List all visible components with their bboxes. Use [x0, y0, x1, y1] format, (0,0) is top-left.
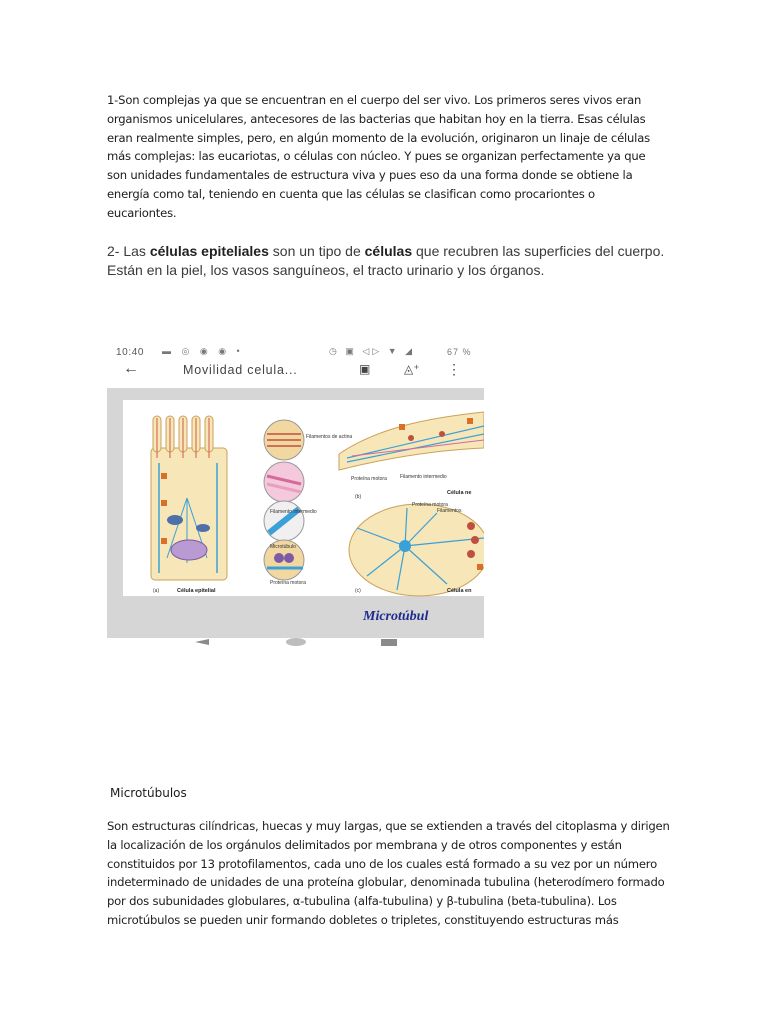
- paragraph-3: Son estructuras cilíndricas, huecas y muy largas, que se extienden a través del citoplasma y dirigen la localización de los orgánulos delimitados por membrana y de otros componentes y están constituidos por 13 protofilamentos, cada uno de los cuales está formado a su vez por un número indeterminado de unidades de una proteína globular, denominada tubulina (heterodímero formado por dos subunidades globulares, α-tubulina (alfa-tubulina) y β-tubulina (beta-tubulina). Los microtúbulos se pueden unir formando dobletes o tripletes, constituyendo estructuras más: [107, 819, 670, 927]
- label-panel-a: (a): [153, 588, 160, 594]
- label-filaments-c: Filamentos: [437, 508, 462, 514]
- paragraph-2-suffix: que recubren las superficies del cuerpo. Están en la piel, los vasos sanguíneos, el tracto urinario y los órganos.: [107, 243, 665, 278]
- cytoskeleton-illustration: [107, 388, 484, 638]
- notification-icons: ▬ ◎ ◉ ◉ •: [162, 346, 244, 356]
- drive-icon[interactable]: ◬⁺: [404, 362, 420, 376]
- cytoskeleton-figure: [107, 388, 484, 638]
- label-intermediate-filament: Filamento intermedio: [270, 509, 317, 515]
- label-motor-protein: Proteína motora: [270, 580, 306, 586]
- image-icon[interactable]: ▣: [359, 362, 371, 376]
- label-actin-filaments: Filamentos de actina: [306, 434, 353, 440]
- label-intermediate-filament-b: Filamento intermedio: [400, 474, 447, 480]
- back-arrow-icon[interactable]: ←: [123, 360, 139, 377]
- app-title: Movilidad celula...: [183, 363, 298, 377]
- nav-recents-icon[interactable]: [381, 639, 397, 646]
- phone-status-bar: [107, 342, 484, 360]
- paragraph-2-prefix: 2- Las: [107, 243, 150, 259]
- label-motor-protein-c: Proteína motora: [412, 502, 448, 508]
- paragraph-2-bold-term: células epiteliales: [149, 243, 269, 259]
- paragraph-2-bold-term-2: células: [364, 243, 413, 259]
- paragraph-2: [107, 242, 677, 280]
- more-options-icon[interactable]: ⋮: [447, 361, 461, 377]
- status-time: 10:40: [116, 347, 145, 358]
- label-motor-protein-b: Proteína motora: [351, 476, 387, 482]
- embedded-phone-screenshot: [107, 342, 484, 654]
- label-panel-c: (c): [355, 588, 361, 594]
- label-epithelial-cell: Célula epitelial: [177, 588, 216, 594]
- label-nerve-cell: Célula ne: [447, 490, 472, 496]
- label-cell-c: Célula en: [447, 588, 472, 594]
- phone-nav-bar: [107, 638, 484, 654]
- battery-level: 67 %: [447, 347, 472, 357]
- figure-caption: Microtúbul: [363, 609, 429, 624]
- app-bar: [107, 360, 484, 382]
- nav-back-icon[interactable]: [195, 639, 209, 645]
- paragraph-1: 1-Son complejas ya que se encuentran en el cuerpo del ser vivo. Los primeros seres vivos eran organismos unicelulares, antecesores de las bacterias que habitan hoy en la tierra. Esas células eran realmente simples, pero, en algún momento de la evolución, originaron un linaje de células más complejas: las eucariotas, o células con núcleo. Y pues se organizan perfectamente ya que son unidades fundamentales de estructura viva y pues eso da una forma donde se obtiene la energía como tal, teniendo en cuenta que las células se clasifican como procariontes o eucariontes.: [107, 93, 650, 220]
- paragraph-2-middle: son un tipo de: [268, 243, 365, 259]
- label-panel-b: (b): [355, 494, 362, 500]
- label-microtubule: Microtúbulo: [270, 544, 296, 550]
- nav-home-icon[interactable]: [286, 638, 306, 646]
- section-heading: Microtúbulos: [110, 786, 187, 800]
- system-icons: ◷ ▣ ◁▷ ▼ ◢: [329, 346, 416, 356]
